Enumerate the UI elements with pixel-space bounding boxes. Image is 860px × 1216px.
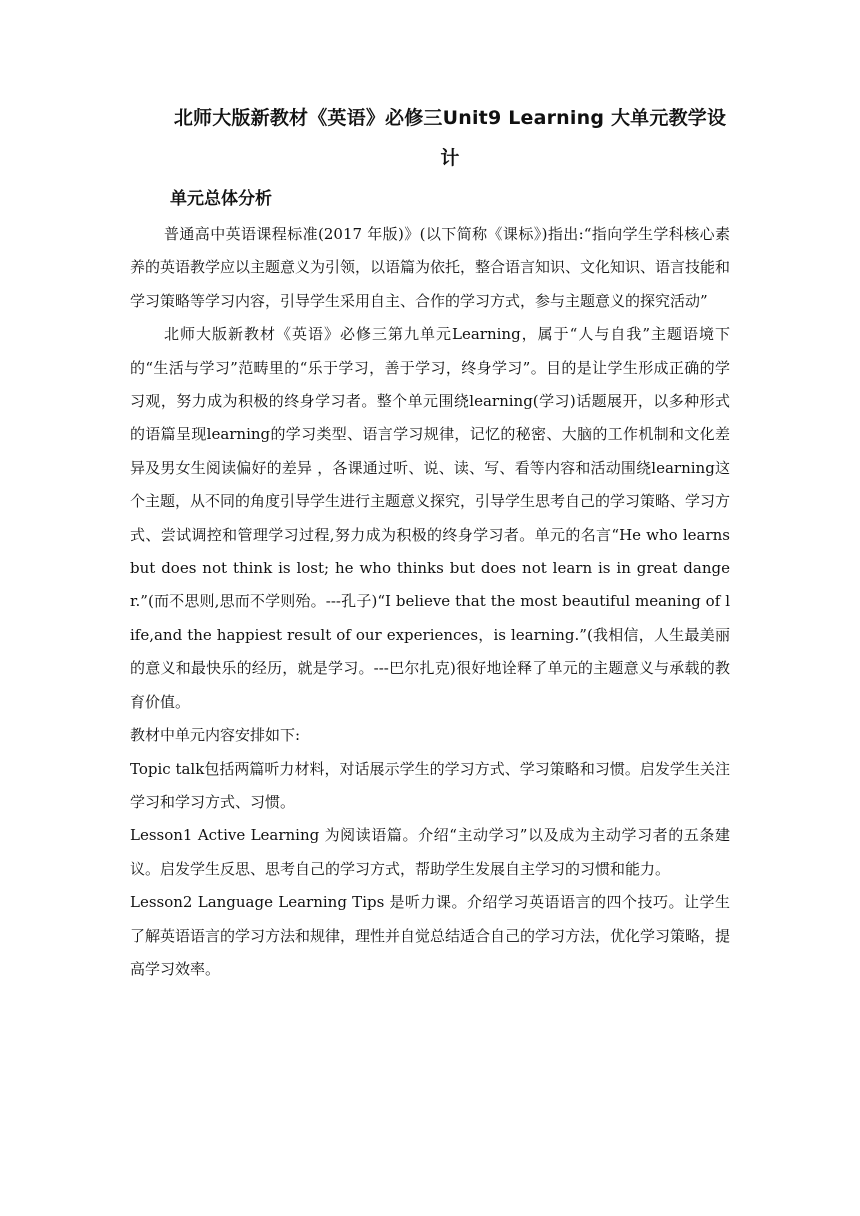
paragraph-curriculum-standard: 普通高中英语课程标准(2017 年版)》(以下简称《课标》)指出:“指向学生学科核心素养的英语教学应以主题意义为引领，以语篇为依托，整合语言知识、文化知识、语言技能和学习策略等学习内容，引导学生采用自主、合作的学习方式，参与主题意义的探究活动” — [130, 225, 731, 310]
paragraph-lesson2: Lesson2 Language Learning Tips 是听力课。介绍学习英语语言的四个技巧。让学生了解英语语言的学习方法和规律，理性并自觉总结适合自己的学习方法，优化学习策略，提高学习效率。 — [130, 893, 731, 978]
document-title: 北师大版新教材《英语》必修三Unit9 Learning 大单元教学设计 — [173, 107, 727, 169]
paragraph-unit-overview: 北师大版新教材《英语》必修三第九单元Learning，属于“人与自我”主题语境下的“生活与学习”范畴里的“乐于学习，善于学习，终身学习”。目的是让学生形成正确的学习观，努力成为积极的终身学习者。整个单元围绕learning(学习)话题展开，以多种形式的语篇呈现learning的学习类型、语言学习规律，记忆的秘密、大脑的工作机制和文化差异及男女生阅读偏好的差异 ，各课通过听、说、读、写、看等内容和活动围绕learning这个主题，从不同的角度引导学生进行主题意义探究，引导学生思考自己的学习策略、学习方式、尝试调控和管理学习过程,努力成为积极的终身学习者。单元的名言“He who learns but does not think is lost; he who thinks but does not learn is in great danger.”(而不思则,思而不学则殆。---孔子)“I believe that the most beautiful meaning of life,and the happiest result of our experiences，is learning.”(我相信，人生最美丽的意义和最快乐的经历，就是学习。---巴尔扎克)很好地诠释了单元的主题意义与承载的教育价值。 — [130, 325, 731, 711]
section-heading: 单元总体分析 — [170, 189, 272, 209]
document-page — [130, 98, 730, 986]
paragraph-topic-talk: Topic talk包括两篇听力材料，对话展示学生的学习方式、学习策略和习惯。启发学生关注学习和学习方式、习惯。 — [130, 759, 730, 811]
paragraph-content-arrangement: 教材中单元内容安排如下: — [130, 726, 301, 745]
paragraph-lesson1: Lesson1 Active Learning 为阅读语篇。介绍“主动学习”以及成为主动学习者的五条建议。启发学生反思、思考自己的学习方式，帮助学生发展自主学习的习惯和能力。 — [130, 826, 730, 878]
